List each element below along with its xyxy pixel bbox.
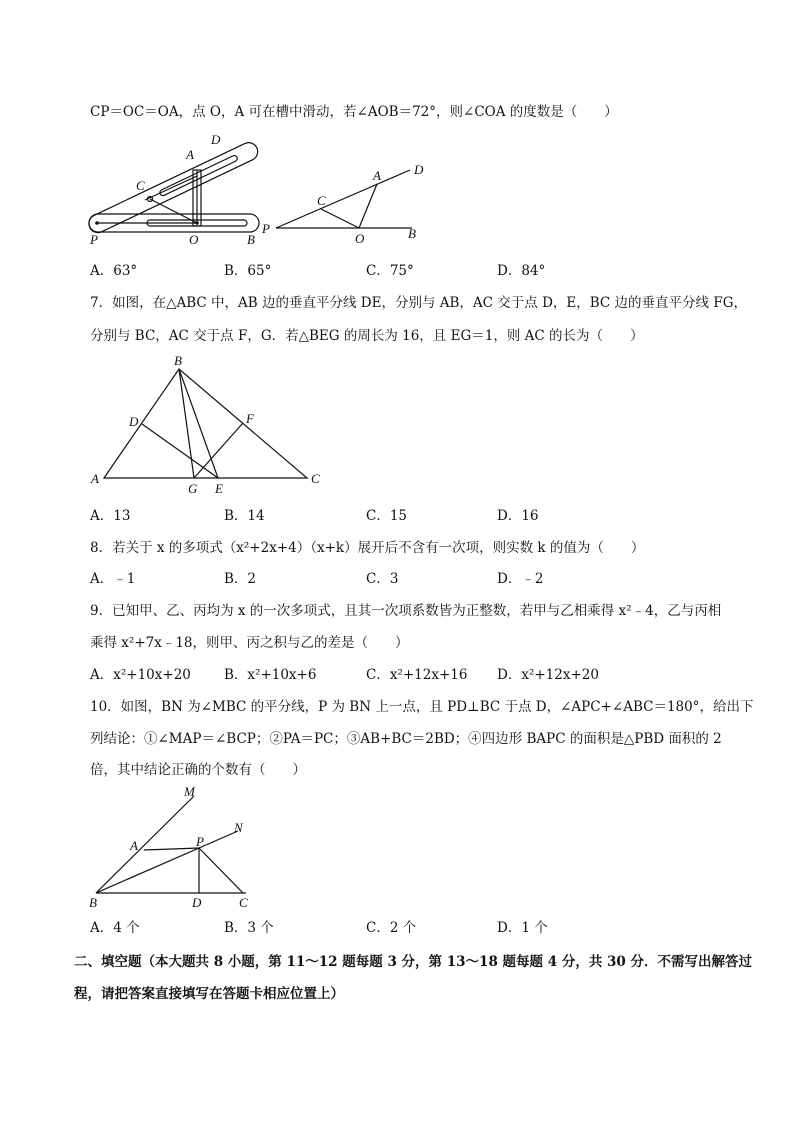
q9-stem-line1: 9．已知甲、乙、丙均为 x 的一次多项式，且其一次项系数皆为正整数，若甲与乙相乘得 x²﹣4，乙与丙相 xyxy=(90,603,722,619)
fig1-label-d: D xyxy=(211,132,221,147)
q8-option-d[interactable]: D．﹣2 xyxy=(497,571,544,587)
q7-label-c: C xyxy=(311,471,320,486)
q10-label-n: N xyxy=(234,820,243,835)
q9-option-a[interactable]: A．x²+10x+20 xyxy=(90,667,191,683)
fig2-label-b: B xyxy=(408,226,416,241)
q7-figure-triangle xyxy=(88,352,328,497)
q7-stem-line1: 7．如图，在△ABC 中，AB 边的垂直平分线 DE，分别与 AB，AC 交于点 D，E，BC 边的垂直平分线 FG， xyxy=(90,295,747,311)
fig1-label-o: O xyxy=(189,232,199,247)
q7-option-a[interactable]: A．13 xyxy=(90,508,131,524)
q10-option-a[interactable]: A．4 个 xyxy=(90,920,140,936)
q7-option-d[interactable]: D．16 xyxy=(497,508,539,524)
q7-label-g: G xyxy=(188,481,198,496)
q7-label-f: F xyxy=(246,411,254,426)
q7-option-c[interactable]: C．15 xyxy=(366,508,408,524)
fig1-label-p: P xyxy=(90,232,98,247)
q10-label-d: D xyxy=(192,895,202,910)
section2-heading-line1: 二、填空题（本大题共 8 小题，第 11～12 题每题 3 分，第 13～18 题每题 4 分，共 30 分．不需写出解答过 xyxy=(74,954,753,970)
q7-label-e: E xyxy=(215,481,223,496)
q10-stem-line1: 10．如图，BN 为∠MBC 的平分线，P 为 BN 上一点，且 PD⊥BC 于点 D，∠APC+∠ABC＝180°，给出下 xyxy=(90,699,754,715)
q10-label-a: A xyxy=(130,838,138,853)
q6-stem-tail: CP＝OC＝OA，点 O，A 可在槽中滑动，若∠AOB＝72°，则∠COA 的度数是（ ） xyxy=(90,104,618,120)
q8-option-b[interactable]: B．2 xyxy=(224,571,257,587)
q7-label-b: B xyxy=(174,353,182,368)
q7-label-d: D xyxy=(129,414,139,429)
fig2-label-o: O xyxy=(355,231,365,246)
q6-figure-lines xyxy=(260,158,435,248)
fig2-label-p: P xyxy=(262,221,270,236)
q9-option-b[interactable]: B．x²+10x+6 xyxy=(224,667,317,683)
q10-label-b: B xyxy=(89,895,97,910)
q7-stem-line2: 分别与 BC，AC 交于点 F，G．若△BEG 的周长为 16，且 EG＝1，则 AC 的长为（ ） xyxy=(90,328,644,344)
q10-option-c[interactable]: C．2 个 xyxy=(366,920,417,936)
q10-stem-line2: 列结论：①∠MAP＝∠BCP；②PA＝PC；③AB+BC＝2BD；④四边形 BAPC 的面积是△PBD 面积的 2 xyxy=(90,731,722,747)
fig1-label-b: B xyxy=(247,232,255,247)
fig2-label-d: D xyxy=(414,162,424,177)
fig2-label-c: C xyxy=(317,193,326,208)
fig2-label-a: A xyxy=(373,168,381,183)
q10-figure-angle xyxy=(86,782,266,912)
q6-option-a[interactable]: A．63° xyxy=(90,263,138,279)
q9-option-c[interactable]: C．x²+12x+16 xyxy=(366,667,468,683)
q8-stem: 8．若关于 x 的多项式（x²+2x+4）（x+k）展开后不含有一次项，则实数 k 的值为（ ） xyxy=(90,540,645,556)
q10-option-d[interactable]: D．1 个 xyxy=(497,920,548,936)
q7-option-b[interactable]: B．14 xyxy=(224,508,265,524)
q10-label-c: C xyxy=(239,895,248,910)
section2-heading-line2: 程，请把答案直接填写在答题卡相应位置上） xyxy=(74,986,344,1002)
q6-option-b[interactable]: B．65° xyxy=(224,263,272,279)
fig1-label-c: C xyxy=(136,178,145,193)
q6-option-c[interactable]: C．75° xyxy=(366,263,414,279)
q8-option-c[interactable]: C．3 xyxy=(366,571,399,587)
q10-label-m: M xyxy=(184,784,195,799)
q9-option-d[interactable]: D．x²+12x+20 xyxy=(497,667,599,683)
q9-stem-line2: 乘得 x²+7x﹣18，则甲、丙之积与乙的差是（ ） xyxy=(90,635,409,651)
q7-label-a: A xyxy=(91,471,99,486)
q6-option-d[interactable]: D．84° xyxy=(497,263,546,279)
q10-stem-line3: 倍，其中结论正确的个数有（ ） xyxy=(90,762,306,778)
fig1-label-a: A xyxy=(186,147,194,162)
q8-option-a[interactable]: A．﹣1 xyxy=(90,571,136,587)
q10-option-b[interactable]: B．3 个 xyxy=(224,920,274,936)
q6-figure-mechanism xyxy=(85,128,270,248)
q10-label-p: P xyxy=(196,834,204,849)
